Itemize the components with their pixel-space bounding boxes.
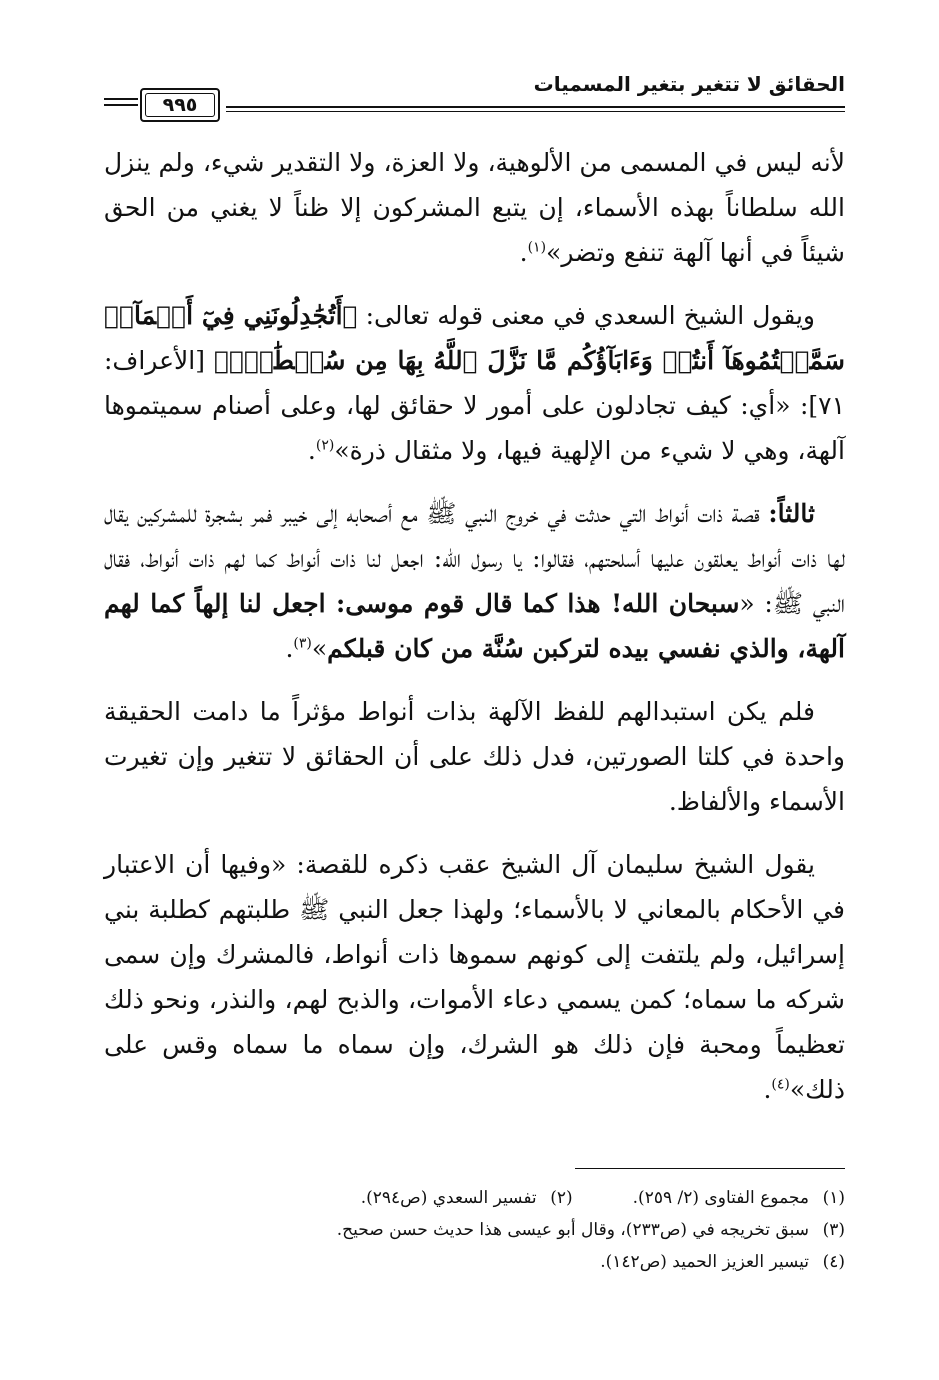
verse-reference: [الأعراف: ٧١]:: [104, 346, 846, 420]
paragraph-3: [104, 491, 845, 671]
header-rule: [226, 106, 845, 108]
paragraph-1-text: لأنه ليس في المسمى من الألوهية، ولا العزة، ولا التقدير شيء، ولم ينزل الله سلطاناً بهذه الأسماء، إن يتبع المشركون إلا ظناً لا يغني من الحق شيئاً في أنها آلهة تنفع وتضر»: [104, 148, 845, 267]
section-label: ثالثاً:: [768, 499, 815, 528]
footnote-number: (١): [822, 1188, 845, 1208]
footnote-text: سبق تخريجه في (ص٢٣٣)، وقال أبو عيسى هذا حديث حسن صحيح.: [336, 1220, 809, 1240]
footnote-number: (٣): [822, 1220, 845, 1240]
paragraph-5: [104, 842, 845, 1112]
footnote-line-2: [104, 1214, 845, 1246]
paragraph-3-end: .: [285, 634, 294, 663]
footnote-text: تفسير السعدي (ص٢٩٤).: [360, 1188, 537, 1208]
footnote-ref-1: (١): [527, 239, 547, 256]
footnote-ref-4: (٤): [771, 1076, 790, 1093]
paragraph-1: [104, 140, 845, 275]
paragraph-2-intro: ويقول الشيخ السعدي في معنى قوله تعالى:: [357, 301, 815, 330]
paragraph-2: [104, 293, 845, 473]
paragraph-2-end: .: [307, 436, 316, 465]
header-rule-thin: [226, 111, 845, 112]
paragraph-3-text: قصة ذات أنواط التي حدثت في خروج النبي ﷺ مع أصحابه إلى خيبر فمر بشجرة للمشركين يقال لها ذات أنواط يعلقون عليها أسلحتهم، فقالوا: يا رسول الله: اجعل لنا ذات أنواط كما لهم ذات أنواط، فقال النبي ﷺ: «: [104, 499, 845, 618]
paragraph-5-text: يقول الشيخ سليمان آل الشيخ عقب ذكره للقصة: «وفيها أن الاعتبار في الأحكام بالمعاني لا بالأسماء؛ ولهذا جعل النبي ﷺ طلبتهم كطلبة بني إسرائيل، ولم يلتفت إلى كونهم سموها ذات أنواط، فالمشرك وإن سمى شركه ما سماه؛ كمن يسمي دعاء الأموات، والذبح لهم، والنذر، ونحو ذلك تعظيماً ومحبة فإن ذلك هو الشرك، وإن سماه ما سماه وقس على ذلك»: [104, 850, 845, 1104]
paragraph-4: [104, 689, 845, 824]
footnote-line-1: [104, 1182, 845, 1214]
page-number-ornament-left: [104, 98, 138, 112]
paragraph-1-end: .: [519, 238, 528, 267]
paragraph-4-text: فلم يكن استبدالهم للفظ الآلهة بذات أنواط مؤثراً ما دامت الحقيقة واحدة في كلتا الصورتين، فدل ذلك على أن الحقائق لا تتغير وإن تغيرت الأسماء والألفاظ.: [104, 697, 845, 816]
quran-verse: ﴿أَتُجَٰدِلُونَنِي فِيٓ أَسۡمَآءٖ سَمَّيۡتُمُوهَآ أَنتُمۡ وَءَابَآؤُكُم مَّا نَزَّلَ ٱللَّهُ بِهَا مِن سُلۡطَٰنٖۚ﴾: [104, 301, 845, 375]
main-text: [104, 140, 845, 1130]
footnote-line-3: [104, 1246, 845, 1278]
paragraph-5-end: .: [763, 1075, 772, 1104]
page-number: [140, 88, 220, 122]
footnote-ref-2: (٢): [315, 437, 335, 454]
paragraph-2-quote: «أي: كيف تجادلون على أمور لا حقائق لها، وعلى أصنام سميتموها آلهة، وهي لا شيء من الإلهية فيها، ولا مثقال ذرة»: [104, 391, 845, 465]
hadith-close-quote: »: [311, 634, 328, 663]
page-number-text: ٩٩٥: [162, 94, 198, 116]
footnote-number: (٢): [550, 1188, 573, 1208]
footnote-separator: [575, 1168, 845, 1169]
footnotes: [104, 1182, 845, 1278]
running-title: الحقائق لا تتغير بتغير المسميات: [533, 72, 845, 96]
footnote-text: مجموع الفتاوى (٢/ ٢٥٩).: [632, 1188, 809, 1208]
hadith-text: سبحان الله! هذا كما قال قوم موسى: اجعل لنا إلهاً كما لهم آلهة، والذي نفسي بيده لتركبن سُنَّة من كان قبلكم: [104, 589, 845, 663]
footnote-text: تيسير العزيز الحميد (ص١٤٢).: [600, 1252, 809, 1272]
footnote-number: (٤): [822, 1252, 845, 1272]
footnote-ref-3: (٣): [293, 635, 312, 652]
